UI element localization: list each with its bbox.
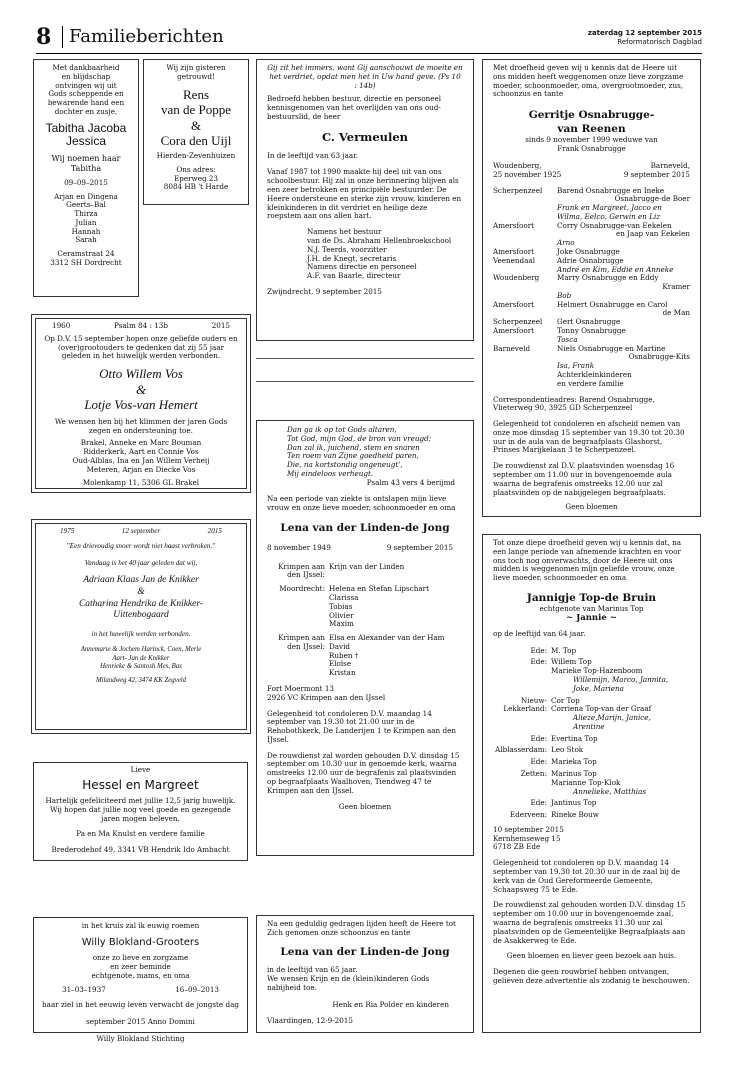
name-text: Helmert Osnabrugge en Carol xyxy=(557,299,668,309)
intro-text: Op D.V. 15 september hopen onze geliefde ouders en (over)grootouders te gedenken dat zij 55 jaar geleden in het huwelijk werden verbonden. xyxy=(44,333,238,361)
family-member: Oud-Alblas, Ina en Jan Willem Verheij xyxy=(72,456,210,466)
name-line: Cora den Uijl xyxy=(160,133,232,149)
signature-line: van de Ds. Abraham Hellenbroekschool xyxy=(307,235,452,245)
deceased-name: Willy Blokland-Grooters xyxy=(81,936,200,948)
place-label xyxy=(493,301,557,319)
name-text: Clarissa xyxy=(329,592,359,602)
quote: "Een drievoudig snoer wordt niet haast verbroken." xyxy=(66,541,216,550)
grandchildren-text: Arno xyxy=(557,238,575,248)
place-date: Vlaardingen, 12-9-2015 xyxy=(267,1016,353,1026)
name-text: Marieka Top xyxy=(551,757,597,767)
signature-line: N.J. Teerds, voorzitter xyxy=(307,244,387,254)
name-line: & xyxy=(190,117,202,133)
intro-line: Gods scheppende en xyxy=(48,89,124,99)
age-line: in de leeftijd van 65 jaar. xyxy=(267,965,358,975)
grandchildren-text: Willemijn, Marco, Jannita, xyxy=(573,674,669,684)
grandchildren-text: Frank en Margreet, Jacco en xyxy=(557,203,662,213)
grandchildren-text: Annelieke, Matthias xyxy=(573,786,647,796)
signature-line: A.F. van Baarle, directeur xyxy=(307,271,401,281)
family-list xyxy=(493,647,690,820)
name-text: de Man xyxy=(662,308,690,318)
place-label xyxy=(493,658,551,693)
family-member: Hannah xyxy=(71,226,101,236)
name-text: en Jaap van Eekelen xyxy=(615,229,690,239)
family-row xyxy=(267,563,463,581)
family-row xyxy=(493,811,690,820)
place-label xyxy=(493,257,557,275)
name-text: Adrie Osnabrugge xyxy=(557,255,624,265)
intro-text: Met droefheid geven wij u kennis dat de Heere uit ons midden heeft weggenomen onze lieve zorgzame moeder, schoonmoeder, oma, overgrootmoeder, zus, schoonzus en tante xyxy=(493,63,684,99)
signature: Pa en Ma Knulst en verdere familie xyxy=(76,828,205,838)
name-text: Tonny Osnabrugge xyxy=(557,326,626,336)
name-text: Leo Stok xyxy=(551,745,584,755)
verse-line: Dan zal ik, juichend, stem en snaren xyxy=(287,442,420,452)
child-name: Tabitha Jacoba Jessica xyxy=(45,120,127,149)
family-member: Sarah xyxy=(75,235,97,245)
place-label xyxy=(493,697,551,732)
place-text: Amersfoort xyxy=(493,247,535,256)
wish-text: Hartelijk gefeliciteerd met jullie 12,5 jarig huwelijk. Wij hopen dat jullie nog veel goede en gezegende jaren mogen beleven. xyxy=(45,796,236,823)
place-text: Krimpen aan xyxy=(278,633,325,643)
name-text: Evertina Top xyxy=(551,733,598,743)
bible-verse: Gij zit het immers, want Gij aanschouwt de moeite en het verdriet, opdat men het in Uw hand geve. (Ps 10 : 14b) xyxy=(267,63,463,90)
names xyxy=(557,187,690,222)
address: Fort Moermont 13 2926 VC Krimpen aan den IJssel xyxy=(267,683,386,702)
no-flowers: Geen bloemen xyxy=(338,801,392,811)
obituary-lena-polder xyxy=(256,915,474,1033)
family-member: Meteren, Arjan en Diecke Vos xyxy=(86,464,196,474)
name-text: Corry Osnabrugge-van Eekelen xyxy=(557,220,672,230)
name-text: Corriena Top-van der Graaf xyxy=(551,704,652,714)
congratulation-hessel-margreet xyxy=(33,762,248,861)
family-member: Henrieke & Santosh Mes, Bas xyxy=(100,663,182,670)
place-text: den IJssel: xyxy=(287,570,325,580)
intro-line: Met dankbaarheid xyxy=(52,63,120,72)
name-text: Barend Osnabrugge en Ineke xyxy=(557,185,665,195)
place-label xyxy=(267,634,329,678)
place-label xyxy=(493,222,557,248)
date-line: september 2015 Anno Domini xyxy=(86,1016,195,1026)
life-dates: 8 november 1949 9 september 2015 xyxy=(267,542,453,552)
name-text: Eloïse xyxy=(329,659,352,669)
names xyxy=(557,345,690,371)
names xyxy=(551,746,690,755)
names xyxy=(557,222,690,248)
service-text: De rouwdienst zal worden gehouden D.V. dinsdag 15 september om 10.30 uur in genoemde kerk, waarna omstreeks 12.00 uur de begrafenis zal plaatsvinden op begraafplaats Waalhoven, Tiendweg 47 te Krimpen aan den IJssel. xyxy=(267,750,460,795)
header-info xyxy=(588,29,702,47)
place-text: Alblasserdam: xyxy=(495,745,547,755)
place-label xyxy=(493,345,557,371)
age-line: op de leeftijd van 64 jaar. xyxy=(493,628,586,638)
deceased-name: Lena van der Linden-de Jong xyxy=(280,522,450,535)
address: Ceramstraat 24 3312 SH Dordrecht xyxy=(50,249,122,268)
place-label xyxy=(493,735,551,744)
name-text: Marry Osnabrugge en Eddy xyxy=(557,273,659,283)
family-row xyxy=(493,222,690,248)
grandchildren-text: Tosca xyxy=(557,334,578,344)
obituary-top-de-bruin xyxy=(482,534,701,1033)
family-row xyxy=(493,746,690,755)
place-text: Ederveen: xyxy=(509,810,547,820)
family-row xyxy=(493,187,690,222)
place-text: Ede: xyxy=(530,798,547,808)
intro-text: Na een periode van ziekte is ontslapen mijn lieve vrouw en onze lieve moeder, schoonmoeder en oma xyxy=(267,494,456,513)
name-text: Willem Top xyxy=(551,657,592,667)
intro-line: ontvingen wij uit xyxy=(55,80,117,90)
description xyxy=(40,954,241,980)
place-text: Ede: xyxy=(530,733,547,743)
name-text: Krijn van der Linden xyxy=(329,561,405,571)
header-line: 1975 12 september 2015 xyxy=(60,527,222,535)
page-number: 8 xyxy=(36,24,52,50)
couple-names: Adriaan Klaas Jan de Knikker & Catharina Hendrika de Knikker- Uittenbogaard xyxy=(78,575,204,621)
family-member: Thirza xyxy=(74,209,98,219)
place-label xyxy=(493,327,557,345)
family-row xyxy=(267,585,463,629)
place-label xyxy=(267,585,329,629)
intro-text: in het kruis zal ik euwig roemen xyxy=(81,921,200,930)
family-row xyxy=(493,327,690,345)
place-label xyxy=(493,274,557,300)
deceased-name: C. Vermeulen xyxy=(321,129,409,144)
place-text: Ede: xyxy=(530,757,547,767)
verse-line: Dan ga ik op tot Gods altaren, xyxy=(287,425,397,434)
call-name: Wij noemen haar Tabitha xyxy=(51,154,121,174)
description-line: echtgenote, mams, en oma xyxy=(91,970,190,980)
name-text: Elsa en Alexander van der Ham xyxy=(329,633,445,643)
names xyxy=(557,327,690,345)
couple-names: Hessel en Margreet xyxy=(82,777,199,792)
no-flowers: Geen bloemen en liever geen bezoek aan huis. xyxy=(506,951,677,961)
place-text: Krimpen aan xyxy=(278,561,325,571)
wedding-intro: Wij zijn gisteren xyxy=(166,63,226,72)
deceased-name: Gerritje Osnabrugge- van Reenen xyxy=(528,109,655,135)
place-label xyxy=(267,563,329,581)
names xyxy=(551,697,690,732)
family-row xyxy=(493,257,690,275)
name-text: Marieke Top-Hazenboom xyxy=(551,666,643,676)
signature-line: Namens het bestuur xyxy=(307,227,382,237)
family-list xyxy=(42,646,240,671)
family-row xyxy=(493,735,690,744)
family-member: Arjan en Dingena xyxy=(54,191,118,201)
names xyxy=(551,735,690,744)
body-text: Vanaf 1987 tot 1990 maakte hij deel uit van ons schoolbestuur. Hij zal in onze herinnering blijven als een zeer betrokken en principiële bestuurder. De Heere ondersteune en sterke zijn vrouw, kinderen en kleinkinderen in dit verdriet en heilige deze roepstem aan ons allen hart. xyxy=(267,167,462,221)
name-text: Kramer xyxy=(662,282,690,292)
verse-line: Ten roem van Zijne goedheid paren, xyxy=(287,451,419,461)
name-text: Niels Osnabrugge en Martine xyxy=(557,343,666,353)
grandchildren-text: Isa, Frank xyxy=(557,361,595,371)
life-dates: 31–03–1937 16–09–2013 xyxy=(62,985,219,995)
family-row xyxy=(493,647,690,656)
extra-family: Achterkleinkinderen en verdere familie xyxy=(557,369,632,388)
place-text: Barneveld xyxy=(493,343,531,353)
grandchildren-text: Bob xyxy=(557,290,572,300)
name-text: Tobias xyxy=(329,601,353,611)
name-text: Osnabrugge-Kits xyxy=(628,352,690,362)
psalm-reference: Psalm 43 vers 4 berijmd xyxy=(366,477,455,487)
family-row xyxy=(493,770,690,796)
place-text: den IJssel: xyxy=(287,641,325,651)
grandchildren-text: André en Kim, Eddie en Anneke xyxy=(557,264,674,274)
family-list xyxy=(37,193,135,246)
birth-announcement xyxy=(33,59,139,297)
nickname: ~ Jannie ~ xyxy=(566,613,617,624)
grandchildren-text: Alieze,Marijn, Janice, xyxy=(573,713,651,723)
name-text: David xyxy=(329,641,351,651)
place-date: Zwijndrecht, 9 september 2015 xyxy=(267,286,382,296)
name-text: Marinus Top xyxy=(551,769,597,778)
name-line: Rens xyxy=(183,86,209,102)
column-rule xyxy=(256,381,474,382)
names xyxy=(329,563,463,581)
birth-intro xyxy=(37,64,135,117)
intro-text: Tot onze diepe droefheid geven wij u kennis dat, na een lange periode van afnemende krachten en voor ons toch nog onverwachts, door de Heere uit ons midden is weggenomen mijn geliefde vrouw, onze lieve moeder, schoonmoeder en oma xyxy=(493,538,682,583)
names xyxy=(551,658,690,693)
address: Brederodehof 49, 3341 VB Hendrik Ido Ambacht xyxy=(51,844,230,854)
intro-line: dochter en zusje, xyxy=(54,106,118,116)
family-row xyxy=(493,658,690,693)
obituary-lena-family xyxy=(256,420,474,856)
condolence-text: Gelegenheid tot condoleren D.V. maandag 14 september van 19.30 tot 21.00 uur in de Rehobothkerk, De Landerijen 1 te Krimpen aan den IJssel. xyxy=(267,708,456,744)
family-row xyxy=(493,799,690,808)
place-text: Ede: xyxy=(530,657,547,667)
faith-line: haar ziel in het eeuwig leven verwacht de jongste dag xyxy=(42,1000,239,1010)
notice-text: Degenen die geen rouwbrief hebben ontvangen, gelieven deze advertentie als zodanig te beschouwen. xyxy=(493,967,690,985)
names xyxy=(557,274,690,300)
name-text: M. Top xyxy=(551,645,577,655)
family-row xyxy=(493,758,690,767)
family-row xyxy=(493,345,690,371)
family-member: Julian xyxy=(75,217,97,227)
name-text: Rineke Bouw xyxy=(551,810,599,820)
place-text: Zetten: xyxy=(520,769,547,778)
family-member: Annemarie & Jochem Harinck, Coen, Merle xyxy=(80,646,202,654)
wedding-announcement: Wij zijn gisteren getrouwd! Rens van de Poppe & Cora den Uijl Hierden-Zevenhuizen Ons adres: Eperweg 23 8084 HB 't Harde xyxy=(143,59,249,205)
widow-line: sinds 9 november 1999 weduwe van Frank Osnabrugge xyxy=(525,135,658,154)
family-member: Geerts–Bal xyxy=(66,200,106,210)
verse-line: Tot God, mijn God, de bron van vreugd; xyxy=(287,433,432,443)
name-text: Helena en Stefan Lipschart xyxy=(329,584,429,594)
family-member: Ridderkerk, Aart en Connie Vos xyxy=(83,447,199,457)
lieve-label: Lieve xyxy=(130,765,151,774)
signatures xyxy=(267,228,463,281)
place-text: Nieuw- xyxy=(520,695,547,705)
place-text: Veenendaal xyxy=(493,255,536,265)
anniversary-vos xyxy=(35,318,247,489)
service-text: De rouwdienst zal gehouden worden D.V. dinsdag 15 september om 10.00 uur in bovengenoemde zaal, waarna de begrafenis omstreeks 11.30 uur zal plaatsvinden op de Gemeentelijke Begraafplaats aan de Asakkerweg te Ede. xyxy=(493,900,686,945)
place-text: Amersfoort xyxy=(493,326,535,336)
place-label xyxy=(493,811,551,820)
name-text: Marianne Top-Klok xyxy=(551,777,621,787)
name-text: Olivier xyxy=(329,610,354,620)
family-list xyxy=(267,563,463,678)
family-row xyxy=(493,274,690,300)
description-line: en zeer beminde xyxy=(110,961,171,971)
address-line: Eperweg 23 xyxy=(174,173,218,183)
obituary-vermeulen xyxy=(256,59,474,341)
header-rule xyxy=(36,53,702,54)
address: Molenkamp 11, 5306 GL Brakel xyxy=(82,477,200,487)
no-flowers: Geen bloemen xyxy=(565,502,618,512)
place-text: Lekkerland: xyxy=(503,704,547,714)
married-line: in het huwelijk werden verbonden. xyxy=(91,629,191,638)
header-paper: Reformatorisch Dagblad xyxy=(617,38,702,46)
deceased-name: Lena van der Linden-de Jong xyxy=(280,945,450,958)
intro-text: Bedroefd hebben bestuur, directie en personeel kennisgenomen van het overlijden van ons oud-bestuurslid, de heer xyxy=(267,94,442,121)
couple-names: Otto Willem Vos & Lotje Vos-van Hemert xyxy=(84,366,198,413)
name-text: Cor Top xyxy=(551,695,580,705)
place-label xyxy=(493,770,551,796)
family-list xyxy=(44,439,238,474)
place-text: Amersfoort xyxy=(493,299,535,309)
family-list xyxy=(493,187,690,371)
names xyxy=(551,647,690,656)
address xyxy=(147,166,245,192)
place: Hierden-Zevenhuizen xyxy=(156,150,236,160)
grandchildren-text: Wilma, Eelco, Gerwin en Liz xyxy=(557,211,661,221)
header-date: zaterdag 12 september 2015 xyxy=(587,29,702,37)
name-text: Joke Osnabrugge xyxy=(557,247,620,256)
address-line: Ons adres: xyxy=(176,164,216,174)
place-text: Scherpenzeel xyxy=(493,185,543,195)
name-text: Jantinus Top xyxy=(551,798,597,808)
header-line: 1960 Psalm 84 : 13b 2015 xyxy=(52,321,230,330)
life-dates: Woudenberg, Barneveld, 25 november 1925 9 september 2015 xyxy=(493,160,690,179)
family-member: Brakel, Anneke en Marc Bouman xyxy=(80,438,202,448)
place-label xyxy=(493,187,557,222)
memorial-willy-blokland xyxy=(33,917,248,1043)
family-row xyxy=(493,697,690,732)
psalm-verse xyxy=(267,426,463,479)
family-member: Aart- Jan de Knikker xyxy=(112,654,170,662)
description-line: onze zo lieve en zorgzame xyxy=(92,952,189,962)
name-text: Kristan xyxy=(329,668,356,678)
age-line: In de leeftijd van 63 jaar. xyxy=(267,150,359,160)
name-text: Maxim xyxy=(329,619,354,629)
names xyxy=(551,811,690,820)
names xyxy=(551,758,690,767)
grandchildren-text: Joke, Mariena xyxy=(573,683,624,693)
intro-line: Vandaag is het 40 jaar geleden dat wij, xyxy=(84,558,198,567)
anniversary-de-knikker xyxy=(35,523,247,730)
intro-text: Na een geduldig gedragen lijden heeft de Heere tot Zich genomen onze schoonzus en tante xyxy=(267,919,456,937)
place-label xyxy=(493,647,551,656)
signature: Willy Blokland Stichting xyxy=(96,1033,185,1043)
name-text: Osnabrugge-de Boer xyxy=(614,194,690,204)
column-rule xyxy=(256,358,474,359)
correspondence-address: Correspondentieadres: Barend Osnabrugge, Vlieterweg 90, 3925 GD Scherpenzeel xyxy=(493,394,655,413)
grandchildren-text: Arentine xyxy=(573,721,605,731)
wish-text: We wensen Krijn en de (klein)kinderen Gods nabijheid toe. xyxy=(267,974,430,992)
names xyxy=(557,301,690,319)
signature-line: J.H. de Knegt, secretaris xyxy=(307,253,397,263)
verse-line: Die, na kortstondig ongeneugt', xyxy=(287,460,403,470)
name-text: Gert Osnabrugge xyxy=(557,317,621,327)
deceased-name: Jannigje Top-de Bruin xyxy=(526,591,657,604)
place-text: Moordrecht: xyxy=(279,584,325,594)
place-label xyxy=(493,799,551,808)
address: Milandweg 42, 3474 KK Zegveld xyxy=(95,677,187,685)
place-text: Amersfoort xyxy=(493,220,535,230)
place-text: Ede: xyxy=(530,645,547,655)
name-line: van de Poppe xyxy=(160,102,232,118)
name-text: Ruben † xyxy=(329,650,359,660)
condolence-text: Gelegenheid tot condoleren en afscheid nemen van onze moe dinsdag 15 september van 19.30 tot 20.30 uur in de aula van de begraafplaats Glashorst, Prinses Marijkelaan 3 te Scherpenzeel. xyxy=(493,419,685,455)
names xyxy=(329,585,463,629)
section-title: Familieberichten xyxy=(62,26,224,48)
service-text: De rouwdienst zal D.V. plaatsvinden woensdag 16 september om 11.00 uur in bovengenoemde aula waarna de begrafenis omstreeks 12.00 uur zal plaatsvinden op de nabijgelegen begraafplaats. xyxy=(493,461,675,497)
place-label xyxy=(493,758,551,767)
obituary-osnabrugge xyxy=(482,59,701,517)
intro-line: en blijdschap xyxy=(61,71,111,81)
family-row xyxy=(267,634,463,678)
couple-names xyxy=(147,87,245,149)
address-line: 8084 HB 't Harde xyxy=(163,182,229,192)
intro-line: bewarende hand een xyxy=(47,98,125,108)
wish-text: We wensen hen bij het klimmen der jaren Gods zegen en ondersteuning toe. xyxy=(54,416,228,435)
birth-date: 09–09–2015 xyxy=(64,177,108,187)
place-label xyxy=(493,746,551,755)
names xyxy=(557,257,690,275)
names xyxy=(551,799,690,808)
condolence-text: Gelegenheid tot condoleren op D.V. maandag 14 september van 19.30 tot 20.30 uur in de zaal bij de kerk van de Oud Gereformeerde Gemeente, Schaapsweg 75 te Ede. xyxy=(493,858,680,894)
signature-line: Namens directie en personeel xyxy=(307,262,417,272)
signature: Henk en Ria Polder en kinderen xyxy=(332,999,449,1009)
family-row xyxy=(493,301,690,319)
place-text: Scherpenzeel xyxy=(493,317,543,327)
spouse-line: echtgenote van Marinus Top xyxy=(539,603,644,613)
verse-line: Mij eindeloos verheugt. xyxy=(287,468,374,478)
place-text: Woudenberg xyxy=(493,273,540,283)
address: 10 september 2015 Kernhemseweg 15 6718 ZB Ede xyxy=(493,824,564,852)
names xyxy=(551,770,690,796)
names xyxy=(329,634,463,678)
